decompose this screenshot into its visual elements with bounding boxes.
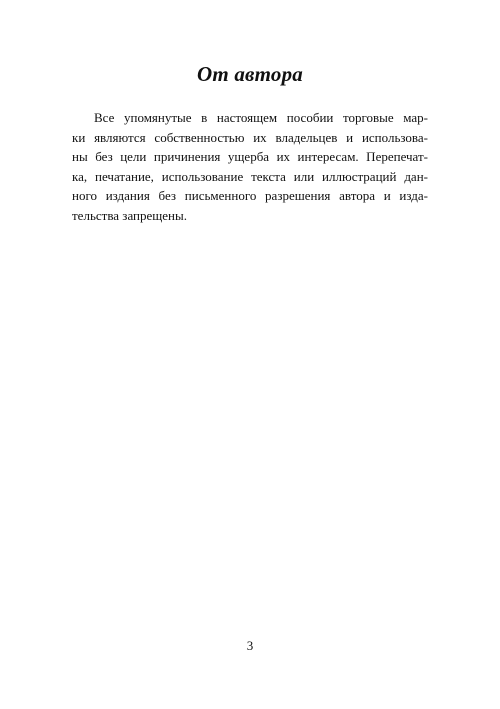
page-number: 3 [246, 638, 254, 653]
paragraph-line: ка, печатание, использование текста или иллюстраций дан- [72, 168, 428, 184]
paragraph-line: ны без цели причинения ущерба их интересам. Перепечат- [72, 149, 428, 164]
paragraph-line: Все упомянутые в настоящем пособии торговые мар- [94, 110, 428, 125]
paragraph-line: ного издания без письменного разрешения автора и изда- [72, 188, 428, 203]
paragraph-line: ки являются собственностью их владельцев и использова- [72, 129, 428, 145]
page-title: От автора [197, 62, 303, 86]
paragraph-line: тельства запрещены. [72, 207, 187, 223]
body-paragraph [72, 108, 428, 225]
